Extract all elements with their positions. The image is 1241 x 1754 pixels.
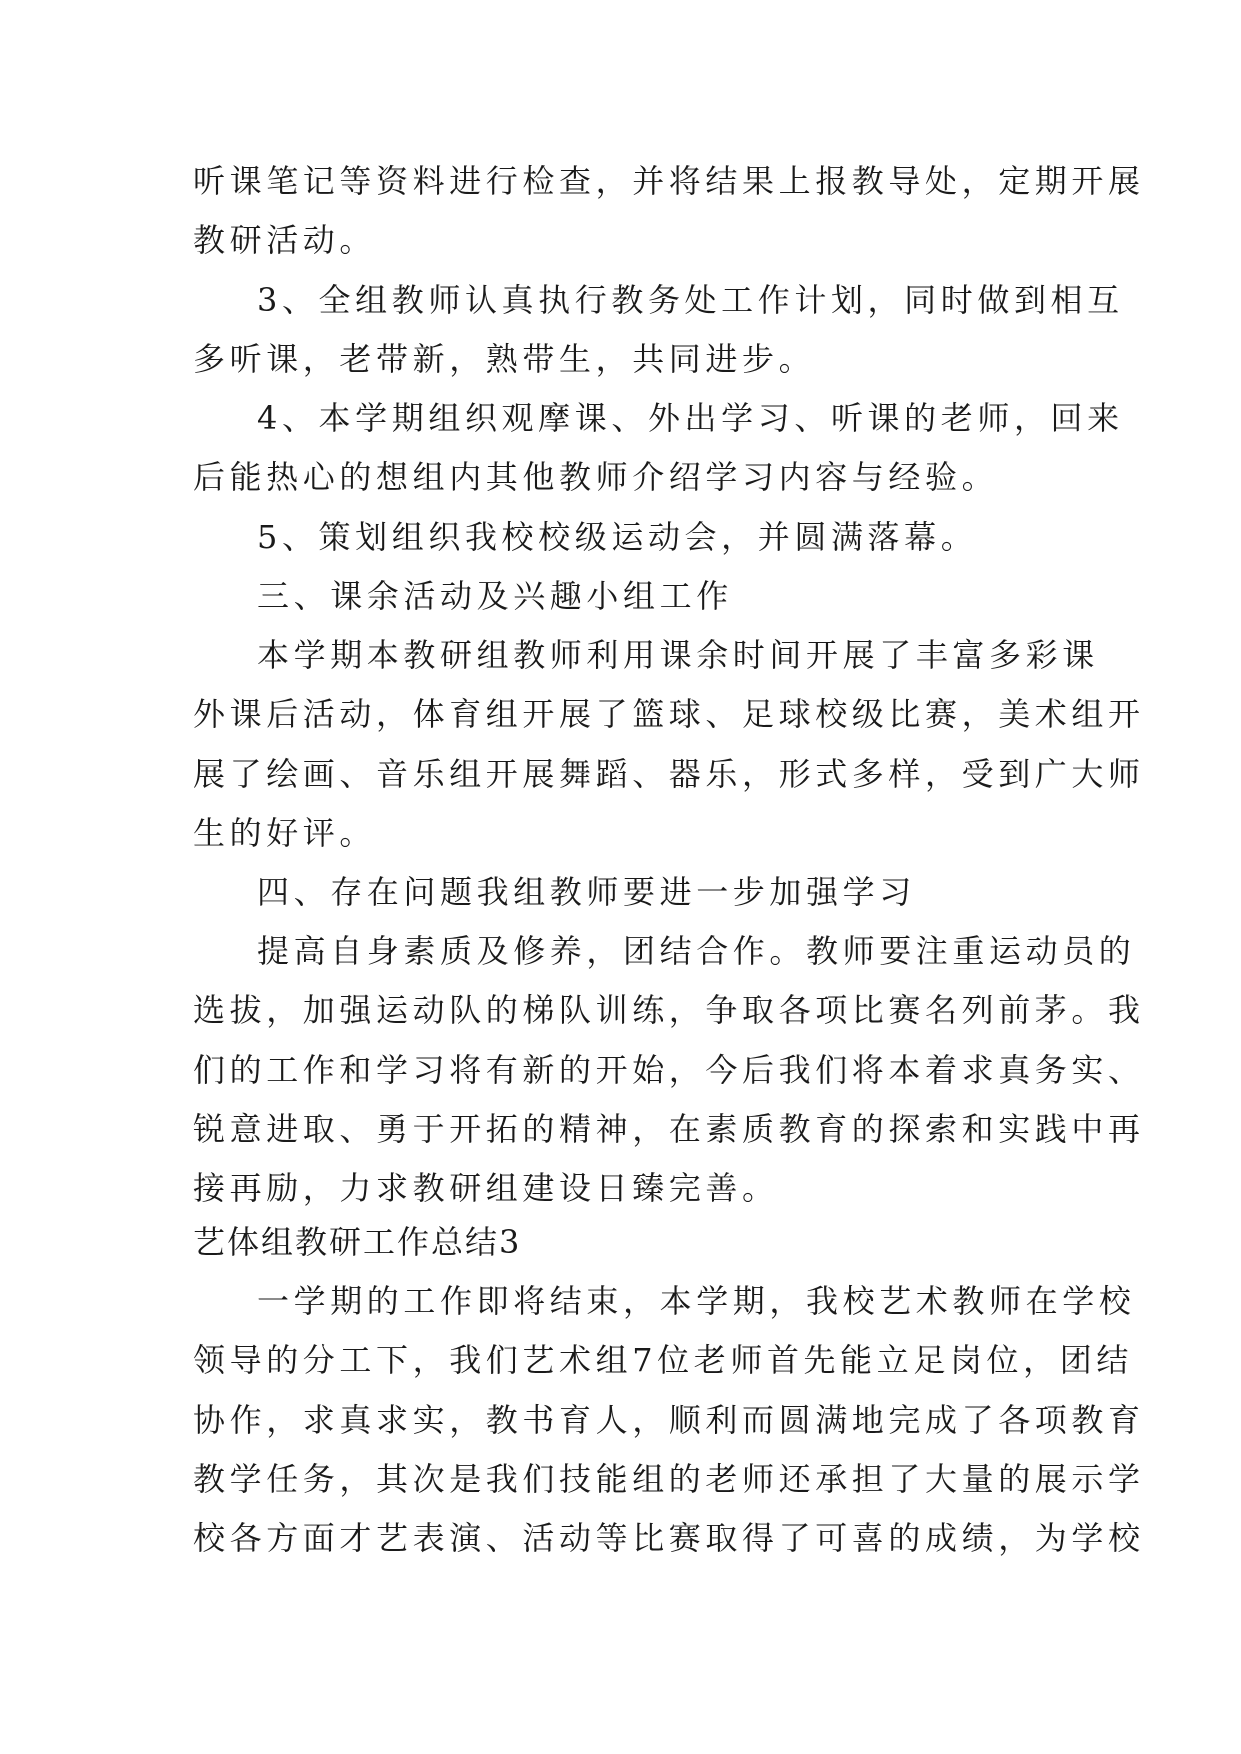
text-line: 教学任务，其次是我们技能组的老师还承担了大量的展示学 [193,1460,1145,1498]
text-line: 一学期的工作即将结束，本学期，我校艺术教师在学校 [257,1282,1136,1320]
text-line: 们的工作和学习将有新的开始，今后我们将本着求真务实、 [193,1051,1145,1089]
text-line: 锐意进取、勇于开拓的精神，在素质教育的探索和实践中再 [193,1110,1145,1148]
paragraph-item-5: 5、策划组织我校校级运动会，并圆满落幕。 [257,518,978,556]
text-line: 领导的分工下，我们艺术组7位老师首先能立足岗位，团结 [193,1341,1133,1379]
text-line: 生的好评。 [193,814,377,852]
text-line: 后能热心的想组内其他教师介绍学习内容与经验。 [193,458,999,496]
section-heading-3: 三、课余活动及兴趣小组工作 [257,577,733,615]
text-line: 选拔，加强运动队的梯队训练，争取各项比赛名列前茅。我 [193,991,1145,1029]
section-heading-4: 四、存在问题我组教师要进一步加强学习 [257,873,916,911]
text-line: 外课后活动，体育组开展了篮球、足球校级比赛，美术组开 [193,695,1145,733]
text-line: 教研活动。 [193,221,377,259]
article-title: 艺体组教研工作总结3 [193,1223,522,1261]
text-line: 提高自身素质及修养，团结合作。教师要注重运动员的 [257,932,1136,970]
text-line: 校各方面才艺表演、活动等比赛取得了可喜的成绩，为学校 [193,1519,1145,1557]
paragraph-item-4: 4、本学期组织观摩课、外出学习、听课的老师，回来 [257,399,1124,437]
text-line: 本学期本教研组教师利用课余时间开展了丰富多彩课 [257,636,1099,674]
text-line: 多听课，老带新，熟带生，共同进步。 [193,340,816,378]
text-line: 协作，求真求实，教书育人，顺利而圆满地完成了各项教育 [193,1401,1145,1439]
text-line: 听课笔记等资料进行检查，并将结果上报教导处，定期开展 [193,162,1145,200]
text-line: 接再励，力求教研组建设日臻完善。 [193,1169,779,1207]
text-line: 展了绘画、音乐组开展舞蹈、器乐，形式多样，受到广大师 [193,755,1145,793]
paragraph-item-3: 3、全组教师认真执行教务处工作计划，同时做到相互 [257,281,1124,319]
